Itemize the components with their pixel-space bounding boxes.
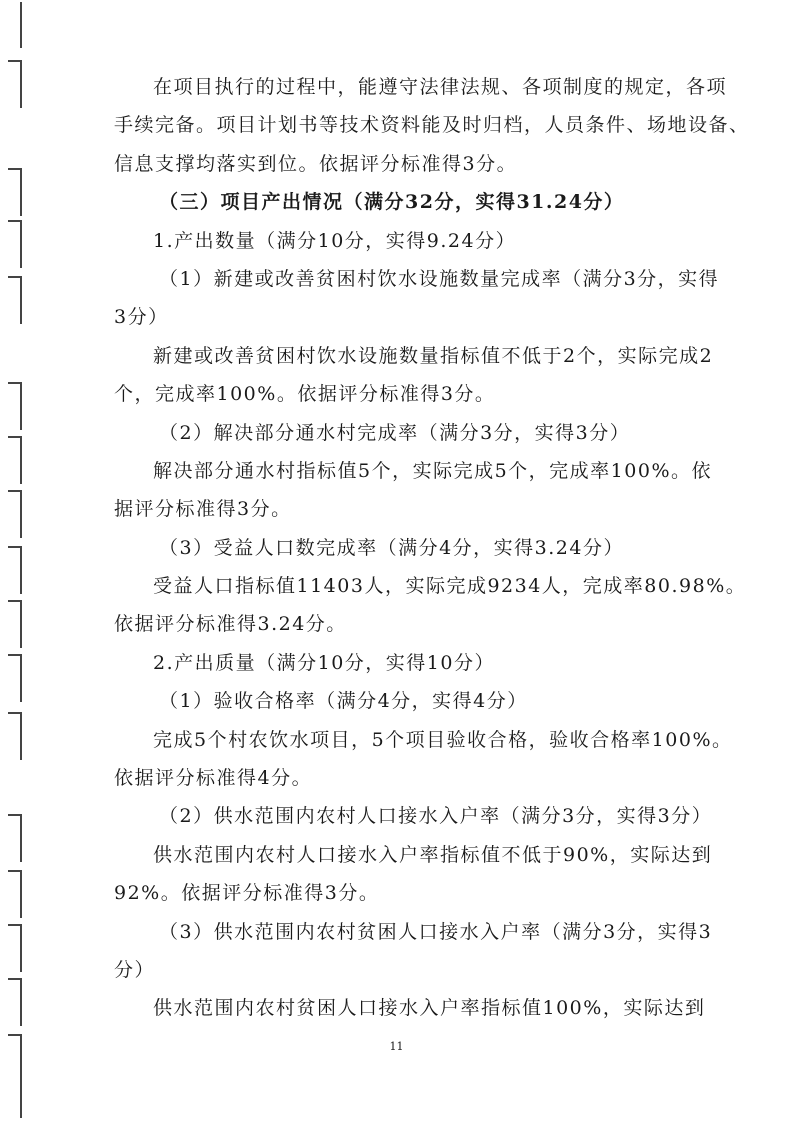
paragraph-line: 供水范围内农村贫困人口接水入户率指标值100%，实际达到 xyxy=(153,997,706,1020)
binding-mark xyxy=(8,546,22,594)
subsection-heading: 2.产出质量（满分10分，实得10分） xyxy=(153,651,495,674)
binding-mark xyxy=(8,712,22,760)
paragraph-line: 手续完备。项目计划书等技术资料能及时归档，人员条件、场地设备、 xyxy=(114,114,750,137)
binding-mark xyxy=(8,654,22,702)
paragraph-line: 在项目执行的过程中，能遵守法律法规、各项制度的规定，各项 xyxy=(153,76,728,98)
binding-mark xyxy=(8,60,22,108)
binding-mark xyxy=(8,382,22,430)
paragraph-line: 92%。依据评分标准得3分。 xyxy=(114,882,380,905)
binding-mark xyxy=(8,2,22,48)
item-heading-continued: 分） xyxy=(114,958,156,981)
item-heading: （3）受益人口数完成率（满分4分，实得3.24分） xyxy=(159,536,624,559)
binding-mark xyxy=(8,870,22,918)
paragraph-line: 信息支撑均落实到位。依据评分标准得3分。 xyxy=(114,152,518,175)
item-heading: （2）解决部分通水村完成率（满分3分，实得3分） xyxy=(159,421,631,444)
paragraph-line: 完成5个村农饮水项目，5个项目验收合格，验收合格率100%。 xyxy=(153,728,733,751)
binding-mark xyxy=(8,814,22,862)
binding-mark xyxy=(8,978,22,1026)
binding-mark xyxy=(8,1072,22,1118)
item-heading: （2）供水范围内农村人口接水入户率（满分3分，实得3分） xyxy=(159,805,713,828)
paragraph-line: 解决部分通水村指标值5个，实际完成5个，完成率100%。依 xyxy=(153,459,712,482)
paragraph-line: 受益人口指标值11403人，实际完成9234人，完成率80.98%。 xyxy=(153,575,747,598)
item-heading: （1）新建或改善贫困村饮水设施数量完成率（满分3分，实得 xyxy=(159,267,720,290)
binding-margin xyxy=(0,0,30,1121)
subsection-heading: 1.产出数量（满分10分，实得9.24分） xyxy=(153,229,517,252)
binding-mark xyxy=(8,220,22,268)
binding-mark xyxy=(8,436,22,484)
paragraph-line: 新建或改善贫困村饮水设施数量指标值不低于2个，实际完成2 xyxy=(153,344,714,367)
document-body xyxy=(114,68,750,1028)
item-heading: （1）验收合格率（满分4分，实得4分） xyxy=(159,690,528,713)
binding-mark xyxy=(8,600,22,648)
paragraph-line: 供水范围内农村人口接水入户率指标值不低于90%，实际达到 xyxy=(153,843,713,866)
binding-mark xyxy=(8,490,22,538)
page-number: 11 xyxy=(389,1040,404,1053)
binding-mark xyxy=(8,924,22,972)
paragraph-line: 依据评分标准得4分。 xyxy=(114,767,313,790)
item-heading-continued: 3分） xyxy=(114,306,169,329)
paragraph-line: 个，完成率100%。依据评分标准得3分。 xyxy=(114,383,496,406)
paragraph-line: 据评分标准得3分。 xyxy=(114,498,292,521)
section-heading: （三）项目产出情况（满分32分，实得31.24分） xyxy=(159,191,625,214)
paragraph-line: 依据评分标准得3.24分。 xyxy=(114,613,347,636)
binding-mark xyxy=(8,276,22,324)
item-heading: （3）供水范围内农村贫困人口接水入户率（满分3分，实得3 xyxy=(159,920,713,943)
binding-mark xyxy=(8,168,22,216)
